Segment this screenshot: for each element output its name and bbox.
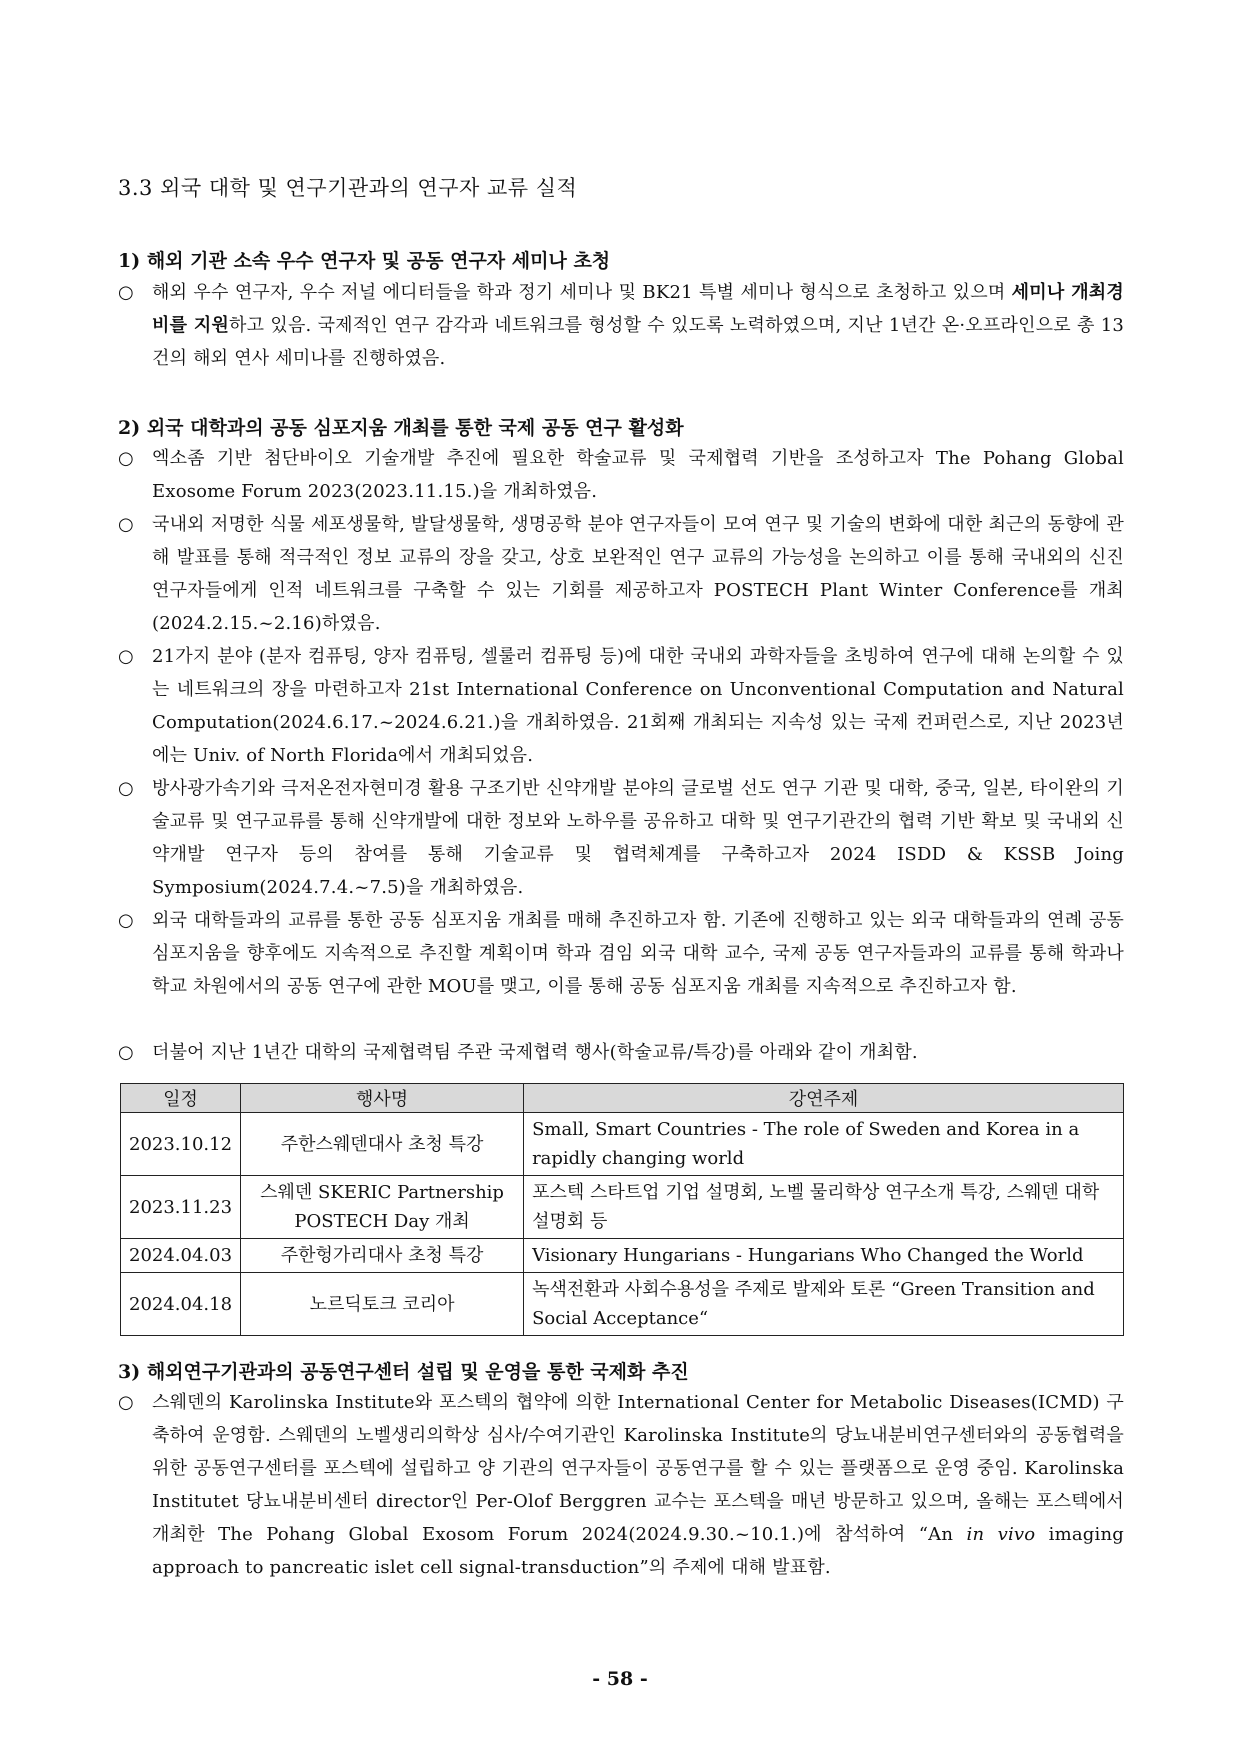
paragraph-3-text-a: 스웨덴의 Karolinska Institute와 포스텍의 협약에 의한 International Center for Metabolic Diseases(ICMD) 구축하여 운영함. 스웨덴의 노벨생리의학상 심사/수여기관인 Karolinska Institute의 당뇨내분비연구센터와의 공동협력을 위한 공동연구센터를 포스텍에 설립하고 양 기관의 연구자들이 공동연구를 할 수 있는 플랫폼으로 운영 중임. Karolinska Institutet 당뇨내분비센터 director인 Per-Olof Berggren 교수는 포스텍을 매년 방문하고 있으며, 올해는 포스텍에서 개최한 The Pohang Global Exosom Forum 2024(2024.9.30.~10.1.)에 참석하여 “An [152, 1392, 1124, 1545]
table-row [121, 1176, 1124, 1239]
bullet-2-6-text: 더불어 지난 1년간 대학의 국제협력팀 주관 국제협력 행사(학술교류/특강)를 아래와 같이 개최함. [152, 1042, 918, 1063]
paragraph-3-text-b: imaging approach to pancreatic islet cell signal-transduction”의 주제에 대해 발표함. [152, 1524, 1124, 1578]
header-date: 일정 [121, 1084, 241, 1113]
cell-topic: Small, Smart Countries - The role of Sweden and Korea in a rapidly changing world [524, 1113, 1124, 1176]
bullet-2-5 [118, 904, 1124, 1003]
subsection-1-title: 1) 해외 기관 소속 우수 연구자 및 공동 연구자 세미나 초청 [118, 250, 611, 272]
bullet-2-4-text: 방사광가속기와 극저온전자현미경 활용 구조기반 신약개발 분야의 글로벌 선도 연구 기관 및 대학, 중국, 일본, 타이완의 기술교류 및 연구교류를 통해 신약개발에 대한 정보와 노하우를 공유하고 대학 및 연구기관간의 협력 기반 확보 및 국내외 신약개발 연구자 등의 참여를 통해 기술교류 및 협력체계를 구축하고자 2024 ISDD & KSSB Joing Symposium(2024.7.4.~7.5)을 개최하였음. [152, 778, 1124, 898]
bullet-2-4 [118, 772, 1124, 904]
bullet-circle-icon: ○ [118, 910, 134, 931]
subsection-3-title: 3) 해외연구기관과의 공동연구센터 설립 및 운영을 통한 국제화 추진 [118, 1361, 689, 1383]
bullet-circle-icon: ○ [118, 646, 134, 667]
bullet-circle-icon: ○ [118, 1042, 134, 1063]
subsection-2-title: 2) 외국 대학과의 공동 심포지움 개최를 통한 국제 공동 연구 활성화 [118, 417, 684, 439]
paragraph-3-italic: in vivo [966, 1524, 1036, 1545]
table-row [121, 1113, 1124, 1176]
cell-topic: Visionary Hungarians - Hungarians Who Changed the World [524, 1239, 1124, 1273]
paragraph-1 [118, 276, 1124, 375]
paragraph-1-text-a: 해외 우수 연구자, 우수 저널 에디터들을 학과 정기 세미나 및 BK21 특별 세미나 형식으로 초청하고 있으며 [152, 282, 1012, 303]
paragraph-3 [118, 1386, 1124, 1584]
bullet-circle-icon: ○ [118, 514, 134, 535]
bullet-2-5-text: 외국 대학들과의 교류를 통한 공동 심포지움 개최를 매해 추진하고자 함. 기존에 진행하고 있는 외국 대학들과의 연례 공동 심포지움을 향후에도 지속적으로 추진할 계획이며 학과 겸임 외국 대학 교수, 국제 공동 연구자들과의 교류를 통해 학과나 학교 차원에서의 공동 연구에 관한 MOU를 맺고, 이를 통해 공동 심포지움 개최를 지속적으로 추진하고자 함. [152, 910, 1124, 997]
bullet-2-2 [118, 508, 1124, 640]
table-row [121, 1273, 1124, 1336]
cell-date: 2023.11.23 [121, 1176, 241, 1239]
bullet-circle-icon: ○ [118, 448, 134, 469]
table-header-row [121, 1084, 1124, 1113]
bullet-circle-icon: ○ [118, 282, 134, 303]
bullet-circle-icon: ○ [118, 1392, 134, 1413]
bullet-circle-icon: ○ [118, 778, 134, 799]
cell-event: 스웨덴 SKERIC Partnership POSTECH Day 개최 [241, 1176, 524, 1239]
cell-topic: 포스텍 스타트업 기업 설명회, 노벨 물리학상 연구소개 특강, 스웨덴 대학 설명회 등 [524, 1176, 1124, 1239]
page-number: - 58 - [592, 1668, 648, 1690]
bullet-2-3-text: 21가지 분야 (분자 컴퓨팅, 양자 컴퓨팅, 셀룰러 컴퓨팅 등)에 대한 국내외 과학자들을 초빙하여 연구에 대해 논의할 수 있는 네트워크의 장을 마련하고자 21st International Conference on Unconventional Computation and Natural Computation(2024.6.17.~2024.6.21.)을 개최하였음. 21회째 개최되는 지속성 있는 국제 컨퍼런스로, 지난 2023년에는 Univ. of North Florida에서 개최되었음. [152, 646, 1124, 766]
cell-event: 주한스웨덴대사 초청 특강 [241, 1113, 524, 1176]
section-title: 3.3 외국 대학 및 연구기관과의 연구자 교류 실적 [118, 176, 578, 200]
header-event: 행사명 [241, 1084, 524, 1113]
cell-date: 2024.04.18 [121, 1273, 241, 1336]
bullet-2-1 [118, 442, 1124, 508]
cell-date: 2023.10.12 [121, 1113, 241, 1176]
paragraph-1-bold: 세미나 개최경비를 지원 [152, 282, 1124, 336]
bullet-2-3 [118, 640, 1124, 772]
table-row [121, 1239, 1124, 1273]
events-table [120, 1083, 1124, 1336]
cell-date: 2024.04.03 [121, 1239, 241, 1273]
cell-topic: 녹색전환과 사회수용성을 주제로 발제와 토론 “Green Transition and Social Acceptance“ [524, 1273, 1124, 1336]
bullet-2-2-text: 국내외 저명한 식물 세포생물학, 발달생물학, 생명공학 분야 연구자들이 모여 연구 및 기술의 변화에 대한 최근의 동향에 관해 발표를 통해 적극적인 정보 교류의 장을 갖고, 상호 보완적인 연구 교류의 가능성을 논의하고 이를 통해 국내외의 신진 연구자들에게 인적 네트워크를 구축할 수 있는 기회를 제공하고자 POSTECH Plant Winter Conference를 개최(2024.2.15.~2.16)하였음. [152, 514, 1124, 634]
cell-event: 주한헝가리대사 초청 특강 [241, 1239, 524, 1273]
paragraph-1-text-b: 하고 있음. 국제적인 연구 감각과 네트워크를 형성할 수 있도록 노력하였으며, 지난 1년간 온·오프라인으로 총 13건의 해외 연사 세미나를 진행하였음. [152, 315, 1124, 369]
bullet-2-6 [118, 1036, 1124, 1069]
header-topic: 강연주제 [524, 1084, 1124, 1113]
cell-event: 노르딕토크 코리아 [241, 1273, 524, 1336]
bullet-2-1-text: 엑소좀 기반 첨단바이오 기술개발 추진에 필요한 학술교류 및 국제협력 기반을 조성하고자 The Pohang Global Exosome Forum 2023(2023.11.15.)을 개최하였음. [152, 448, 1124, 502]
